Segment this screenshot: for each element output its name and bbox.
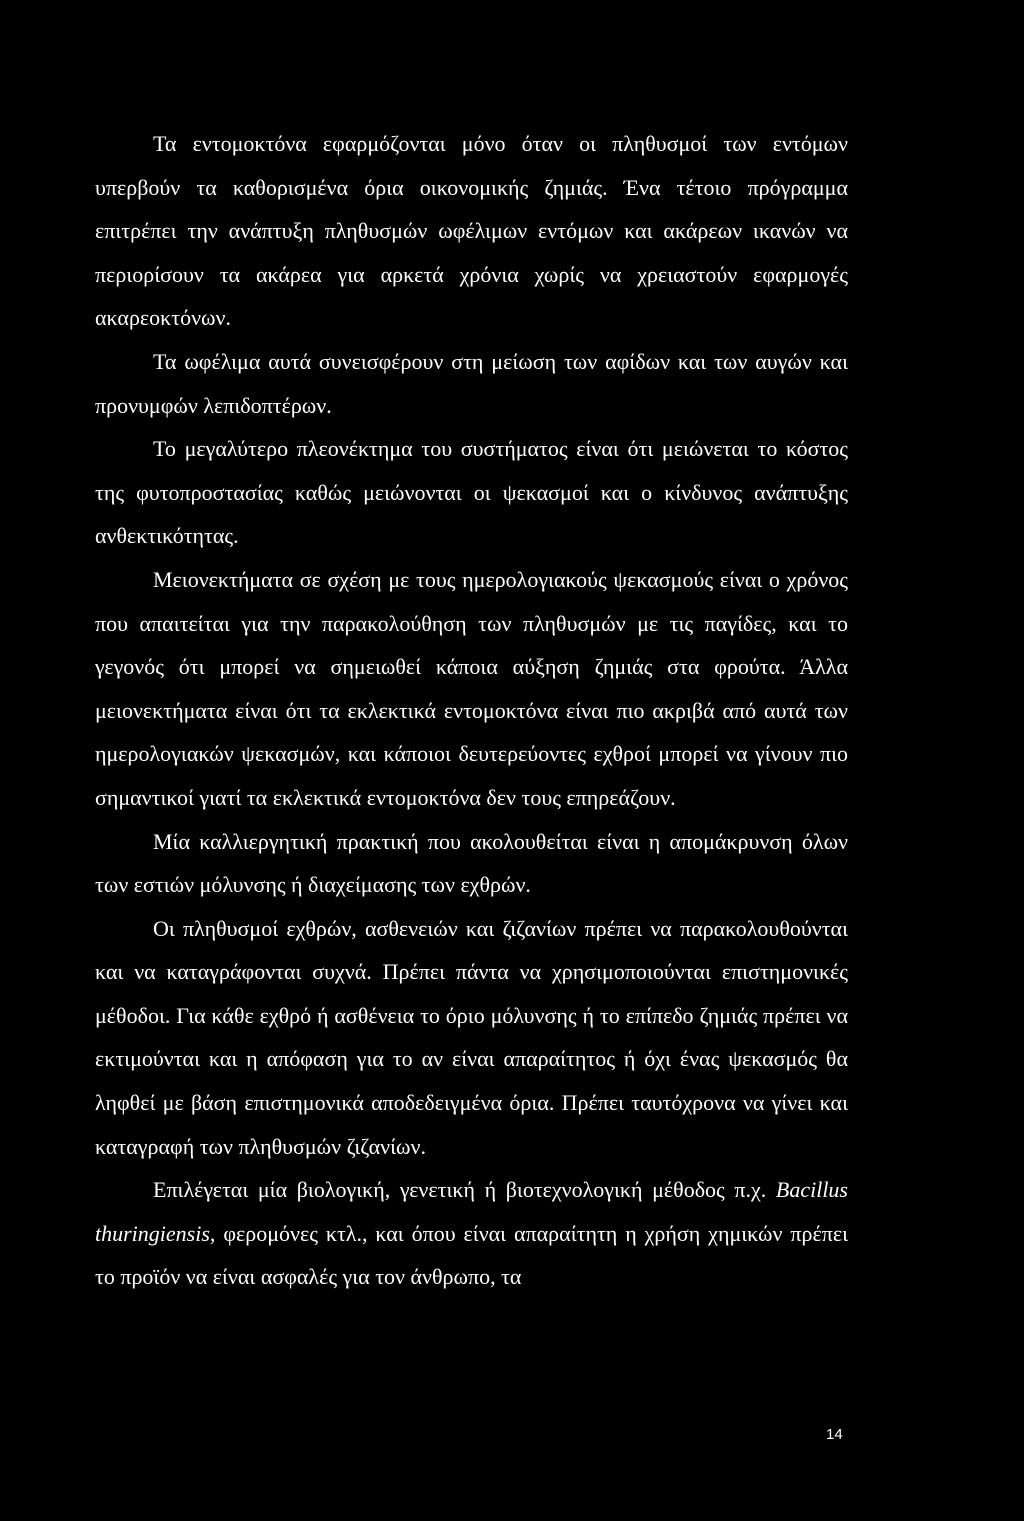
paragraph: Το μεγαλύτερο πλεονέκτημα του συστήματος είναι ότι μειώνεται το κόστος της φυτοπροστασίας καθώς μειώνονται οι ψεκασμοί και ο κίνδυνος ανάπτυξης ανθεκτικότητας. xyxy=(95,436,848,549)
paragraph: Μειονεκτήματα σε σχέση με τους ημερολογιακούς ψεκασμούς είναι ο χρόνος που απαιτείται για την παρακολούθηση των πληθυσμών με τις παγίδες, και το γεγονός ότι μπορεί να σημειωθεί κάποια αύξηση ζημιάς στα φρούτα. Άλλα μειονεκτήματα είναι ότι τα εκλεκτικά εντομοκτόνα είναι πιο ακριβά από αυτά των ημερολογιακών ψεκασμών, και κάποιοι δευτερεύοντες εχθροί μπορεί να γίνουν πιο σημαντικοί γιατί τα εκλεκτικά εντομοκτόνα δεν τους επηρεάζουν. xyxy=(95,566,848,810)
paragraph: Μία καλλιεργητική πρακτική που ακολουθείται είναι η απομάκρυνση όλων των εστιών μόλυνσης ή διαχείμασης των εχθρών. xyxy=(95,828,848,898)
paragraph: Τα εντομοκτόνα εφαρμόζονται μόνο όταν οι πληθυσμοί των εντόμων υπερβούν τα καθορισμένα όρια οικονομικής ζημιάς. Ένα τέτοιο πρόγραμμα επιτρέπει την ανάπτυξη πληθυσμών ωφέλιμων εντόμων και ακάρεων ικανών να περιορίσουν τα ακάρεα για αρκετά χρόνια χωρίς να χρειαστούν εφαρμογές ακαρεοκτόνων. xyxy=(95,131,848,331)
paragraph: Οι πληθυσμοί εχθρών, ασθενειών και ζιζανίων πρέπει να παρακολουθούνται και να καταγράφονται συχνά. Πρέπει πάντα να χρησιμοποιούνται επιστημονικές μέθοδοι. Για κάθε εχθρό ή ασθένεια το όριο μόλυνσης ή το επίπεδο ζημιάς πρέπει να εκτιμούνται και η απόφαση για το αν είναι απαραίτητος ή όχι ένας ψεκασμός θα ληφθεί με βάση επιστημονικά αποδεδειγμένα όρια. Πρέπει ταυτόχρονα να γίνει και καταγραφή των πληθυσμών ζιζανίων. xyxy=(95,915,848,1159)
paragraph: Τα ωφέλιμα αυτά συνεισφέρουν στη μείωση των αφίδων και των αυγών και προνυμφών λεπιδοπτέρων. xyxy=(95,348,848,418)
paragraph-text: Επιλέγεται μία βιολογική, γενετική ή βιοτεχνολογική μέθοδος π.χ. xyxy=(153,1177,776,1203)
document-body xyxy=(95,122,848,1299)
paragraph-last xyxy=(95,1168,848,1299)
page-number: 14 xyxy=(826,1426,843,1443)
species-name: Bacillus thuringiensis xyxy=(95,1177,848,1246)
paragraph-text: , φερομόνες κτλ., και όπου είναι απαραίτητη η χρήση χημικών πρέπει το προϊόν να είναι ασφαλές για τον άνθρωπο, τα xyxy=(95,1220,848,1290)
